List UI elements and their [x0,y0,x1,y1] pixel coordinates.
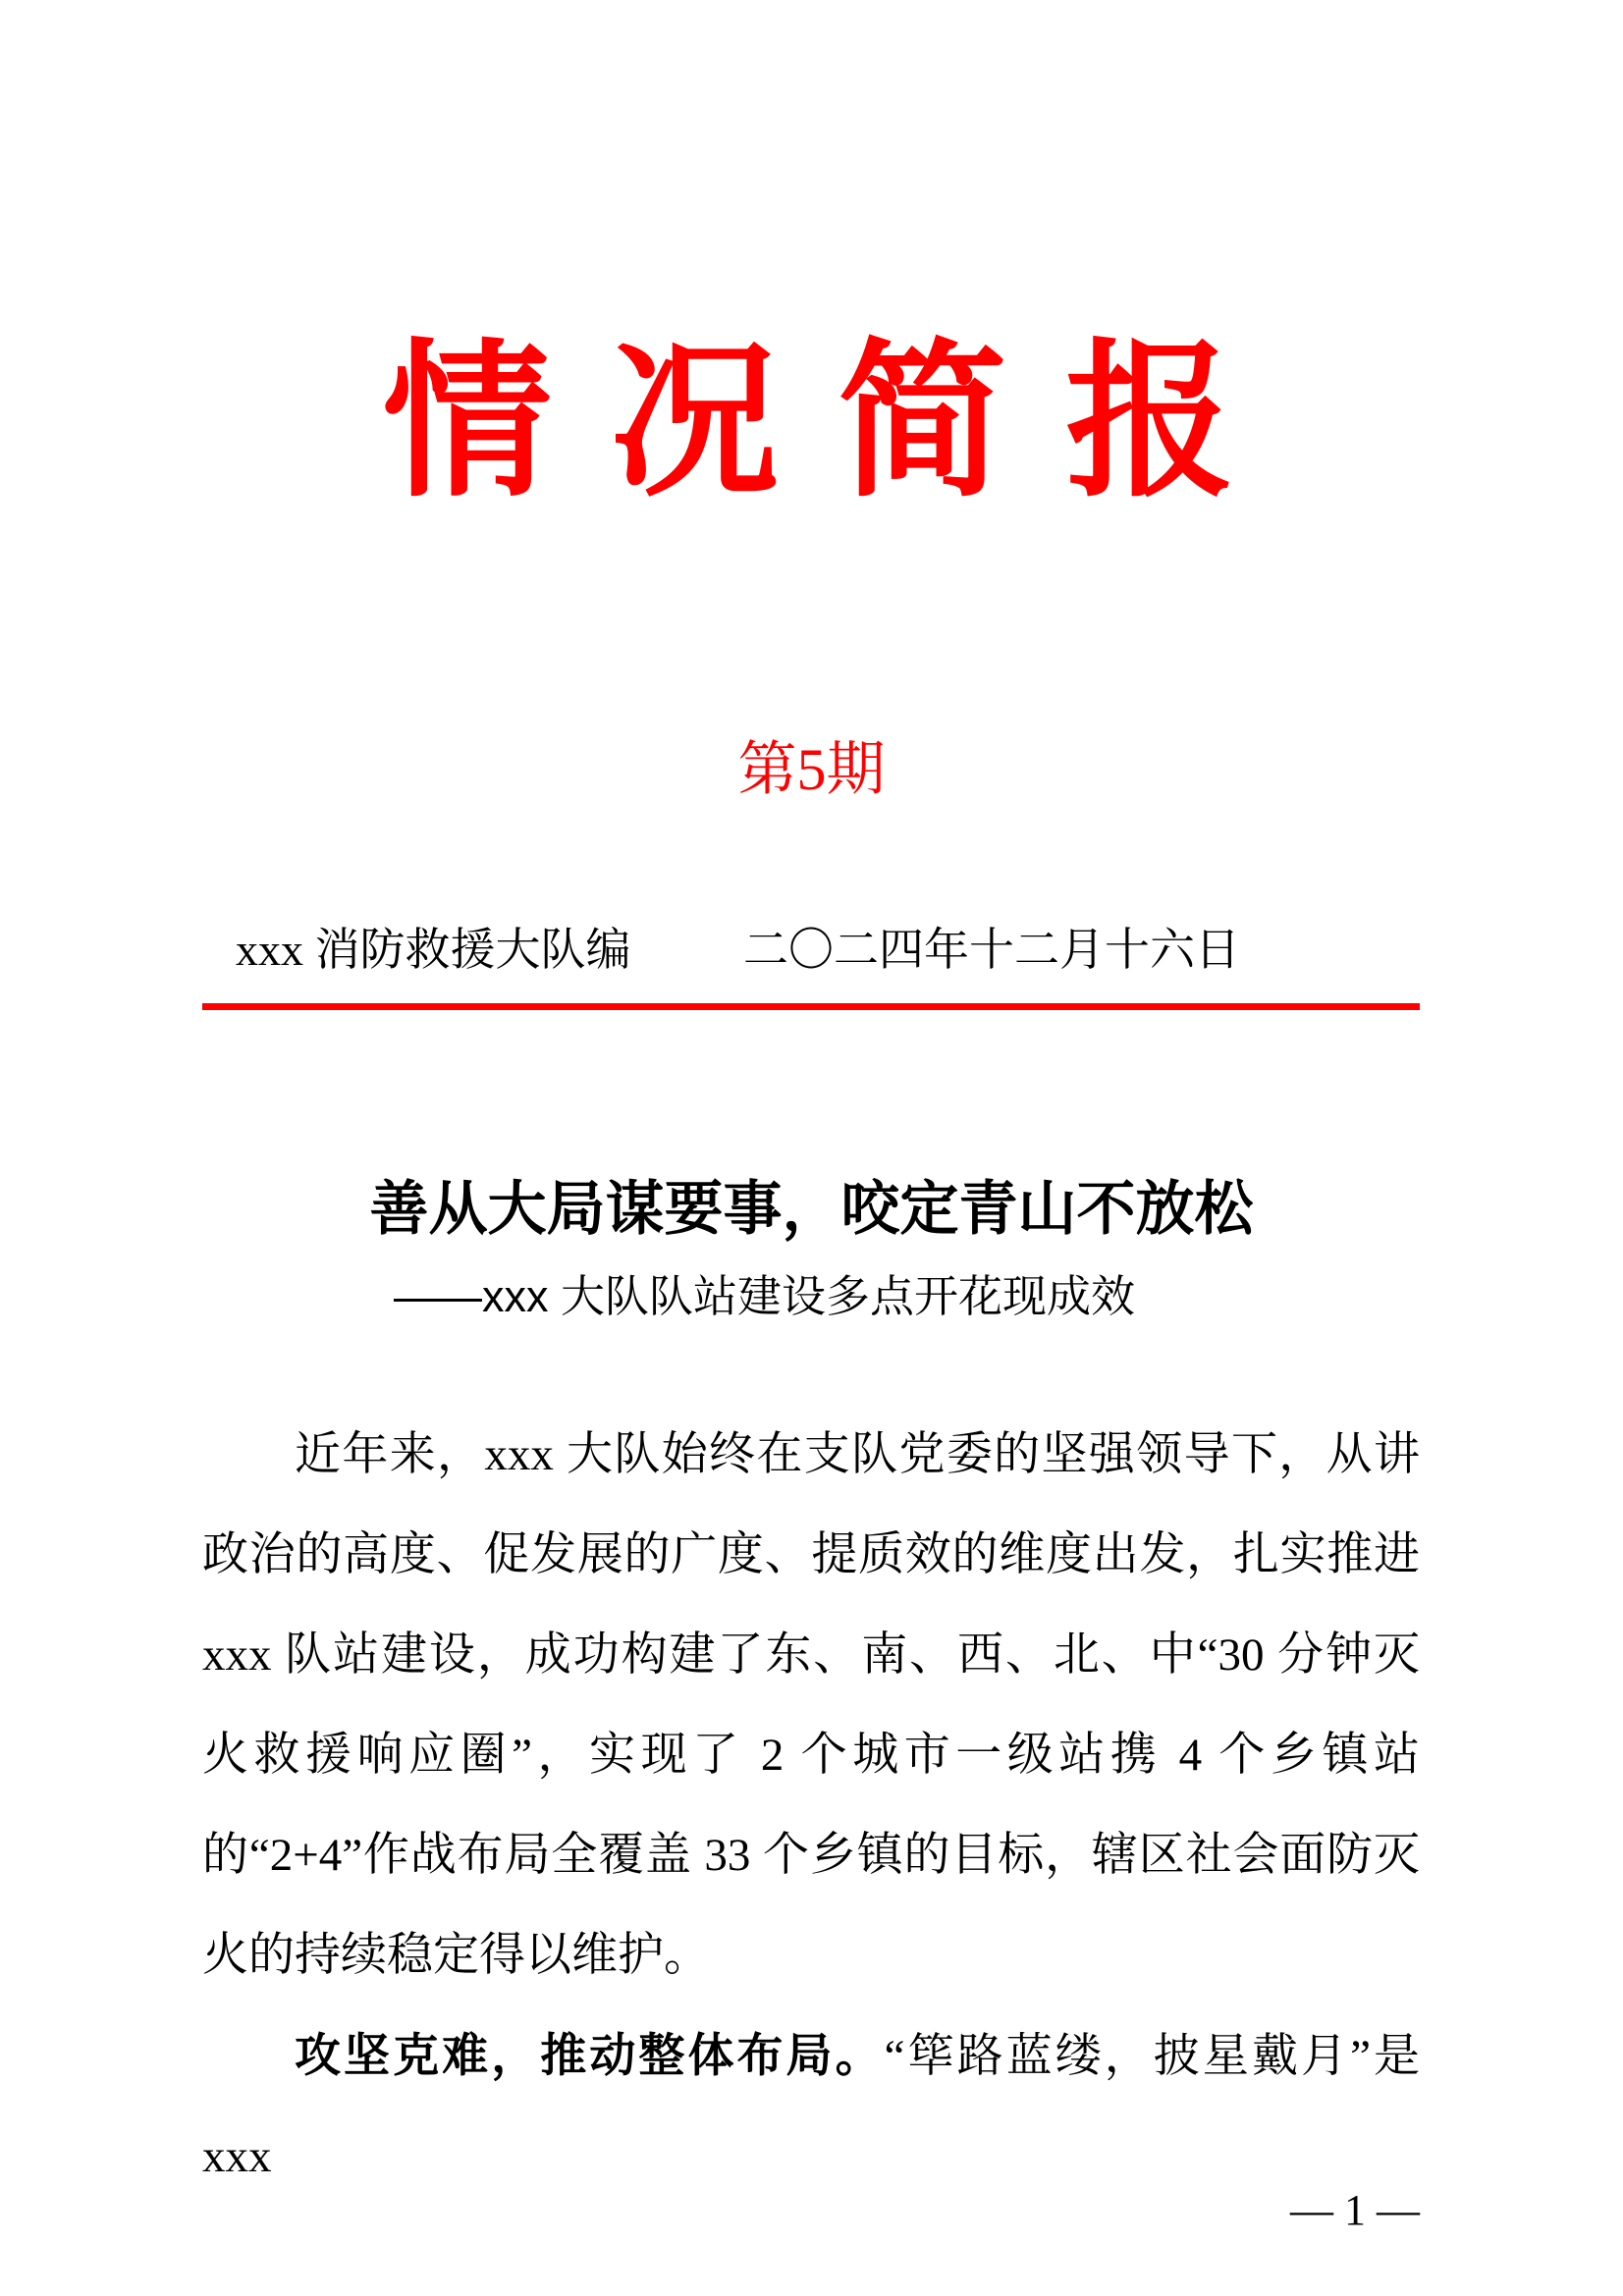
publication-line [202,921,1420,980]
body-paragraph [202,2005,1420,2207]
paragraph-text: “筚路蓝缕，披星戴月”是 xxx [202,2031,1420,2182]
body-paragraph [202,1404,1420,2005]
paragraph-text: 近年来，xxx 大队始终在支队党委的坚强领导下，从讲政治的高度、促发展的广度、提质效的维度出发，扎实推进 xxx 队站建设，成功构建了东、南、西、北、中“30 分钟灭火救援响应圈”，实现了 2 个城市一级站携 4 个乡镇站的“2+4”作战布局全覆盖 33 个乡镇的目标，辖区社会面防灭火的持续稳定得以维护。 [202,1429,1421,1981]
page-number: — 1 — [1290,2186,1420,2234]
article-title: 善从大局谋要事，咬定青山不放松 [369,1176,1254,1242]
paragraph-lead: 攻坚克难，推动整体布局。 [295,2029,885,2081]
issue-number: 第5期 [737,737,886,802]
red-divider-rule [202,1003,1420,1010]
masthead-title: 情 况 简 报 [382,328,1241,516]
article-subtitle: ——xxx 大队队站建设多点开花现成效 [393,1271,1135,1321]
publisher-name: xxx 消防救援大队编 [236,925,631,975]
page-footer [202,2185,1420,2237]
publication-date: 二〇二四年十二月十六日 [743,925,1240,975]
article-body [202,1404,1420,2207]
